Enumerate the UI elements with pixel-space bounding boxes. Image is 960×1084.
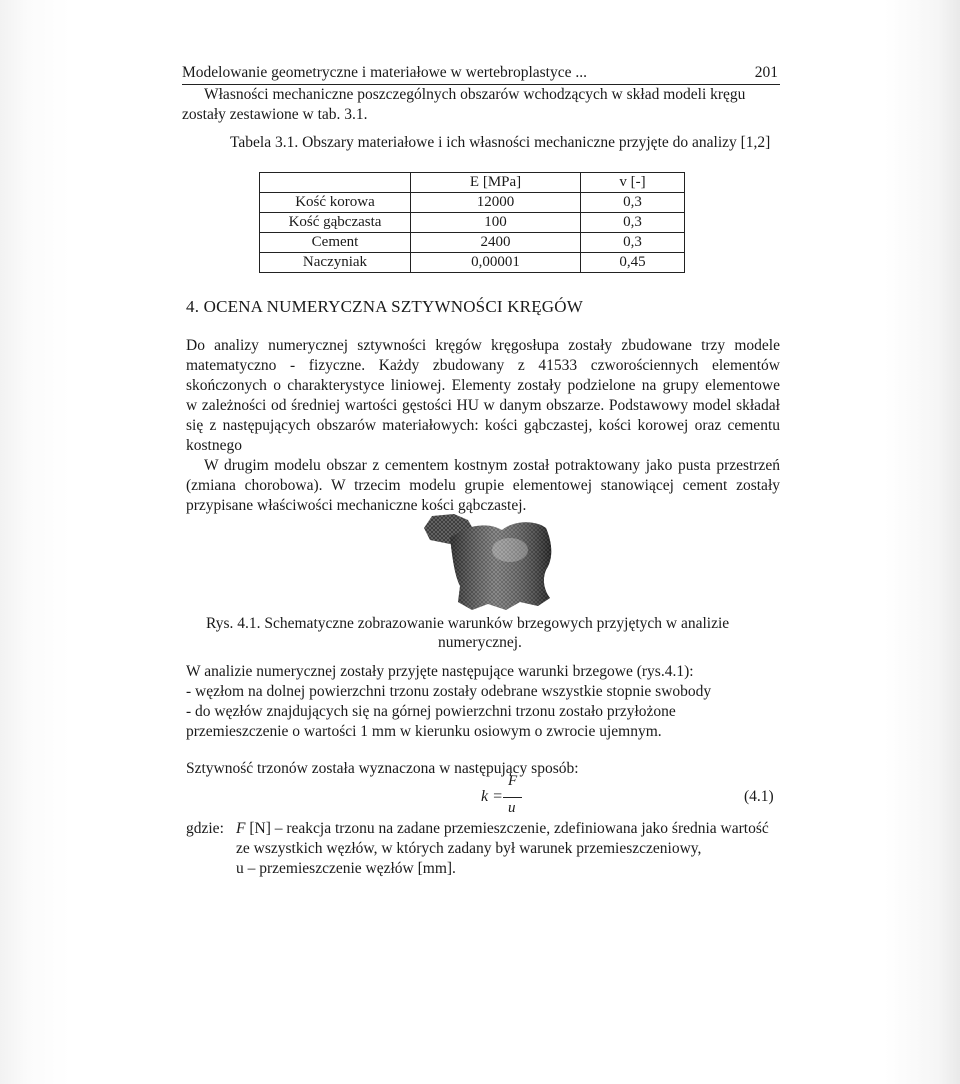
boundary-line-4: przemieszczenie o wartości 1 mm w kierunku osiowym o zwrocie ujemnym. <box>186 723 662 740</box>
para1-line-4: w zależności od średniej wartości gęstości HU w danym obszarze. Podstawowy model składał <box>186 397 780 414</box>
table-cell: Kość gąbczasta <box>260 213 411 233</box>
table-header-cell <box>260 173 411 193</box>
intro-line-1: Własności mechaniczne poszczególnych obszarów wchodzących w skład modeli kręgu <box>204 86 746 103</box>
intro-line-2: zostały zestawione w tab. 3.1. <box>182 106 368 123</box>
table-header-row <box>260 173 685 193</box>
table-header-cell: E [MPa] <box>411 173 581 193</box>
vertebra-highlight <box>492 538 528 562</box>
table-row <box>260 253 685 273</box>
boundary-line-2: - węzłom na dolnej powierzchni trzonu zostały odebrane wszystkie stopnie swobody <box>186 683 712 700</box>
para1-line-5: się z następujących obszarów materiałowych: kości gąbczastej, kości korowej oraz cementu <box>186 417 780 434</box>
equation-fraction-bar <box>503 797 522 798</box>
para2-line-1: W drugim modelu obszar z cementem kostnym został potraktowany jako pusta przestrzeń <box>204 457 780 474</box>
table-cell: 0,3 <box>581 193 685 213</box>
table-caption: Tabela 3.1. Obszary materiałowe i ich własności mechaniczne przyjęte do analizy [1,2] <box>230 134 771 151</box>
page-number: 201 <box>754 64 778 81</box>
table-cell: 0,45 <box>581 253 685 273</box>
equation-lhs: k = <box>481 788 503 805</box>
table-cell: 100 <box>411 213 581 233</box>
header-title: Modelowanie geometryczne i materiałowe w wertebroplastyce ... <box>182 64 587 81</box>
where-F-line <box>236 820 769 838</box>
table-row <box>260 213 685 233</box>
table-cell: 0,3 <box>581 213 685 233</box>
table-cell: 12000 <box>411 193 581 213</box>
para2-line-3: przypisane właściwości mechaniczne kości gąbczastej. <box>186 497 527 514</box>
boundary-line-1: W analizie numerycznej zostały przyjęte następujące warunki brzegowe (rys.4.1): <box>186 663 694 680</box>
where-u-line: u – przemieszczenie węzłów [mm]. <box>236 860 456 877</box>
material-table <box>259 172 685 273</box>
vertebra-body-shading <box>450 522 551 610</box>
where-F-symbol: F <box>236 820 246 837</box>
section-heading: 4. OCENA NUMERYCZNA SZTYWNOŚCI KRĘGÓW <box>186 297 583 316</box>
para1-line-6: kostnego <box>186 437 242 454</box>
table-cell: 0,3 <box>581 233 685 253</box>
table-cell: Naczyniak <box>260 253 411 273</box>
boundary-line-3: - do węzłów znajdujących się na górnej powierzchni trzonu zostało przyłożone <box>186 703 676 720</box>
equation-number: (4.1) <box>744 788 774 805</box>
equation-numerator: F <box>508 773 518 789</box>
table-cell: 0,00001 <box>411 253 581 273</box>
table-cell: Cement <box>260 233 411 253</box>
where-F-text: [N] – reakcja trzonu na zadane przemieszczenie, zdefiniowana jako średnia wartość <box>249 820 769 837</box>
para1-line-1: Do analizy numerycznej sztywności kręgów kręgosłupa zostały zbudowane trzy modele <box>186 337 780 354</box>
figure-caption-line-1: Rys. 4.1. Schematyczne zobrazowanie warunków brzegowych przyjętych w analizie <box>206 615 730 632</box>
where-label: gdzie: <box>186 820 224 837</box>
para1-line-3: skończonych o charakterystyce liniowej. Elementy zostały podzielone na grupy elementowe <box>186 377 780 394</box>
where-F-continuation: ze wszystkich węzłów, w których zadany był warunek przemieszczeniowy, <box>236 840 702 857</box>
table-header-cell: v [-] <box>581 173 685 193</box>
equation-denominator: u <box>508 800 516 816</box>
para2-line-2: (zmiana chorobowa). W trzecim modelu grupie elementowej stanowiącej cement zostały <box>186 477 780 494</box>
table-cell: 2400 <box>411 233 581 253</box>
table-row <box>260 233 685 253</box>
stiffness-intro: Sztywność trzonów została wyznaczona w następujący sposób: <box>186 760 579 777</box>
table-row <box>260 193 685 213</box>
figure-caption-line-2: numerycznej. <box>438 634 522 651</box>
running-header <box>182 64 780 85</box>
para1-line-2: matematyczno - fizyczne. Każdy zbudowany z 41533 czworościennych elementów <box>186 357 780 374</box>
vertebra-mesh-figure <box>410 510 570 615</box>
table-cell: Kość korowa <box>260 193 411 213</box>
